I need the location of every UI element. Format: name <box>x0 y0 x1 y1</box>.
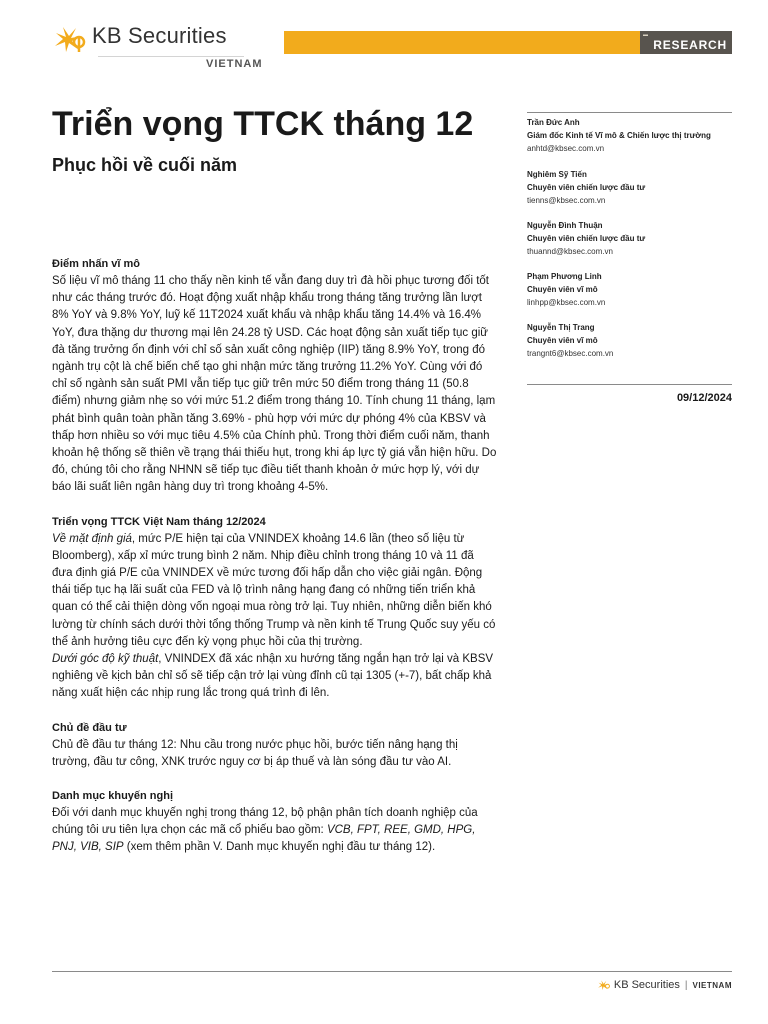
analyst-role: Giám đốc Kinh tế Vĩ mô & Chiến lược thị trường <box>527 131 711 140</box>
analyst-role: Chuyên viên vĩ mô <box>527 336 598 345</box>
section-heading: Chủ đề đầu tư <box>52 721 127 734</box>
portfolio-section <box>52 787 497 857</box>
analyst-email[interactable]: tienns@kbsec.com.vn <box>527 196 606 205</box>
portfolio-paragraph <box>52 805 497 857</box>
analyst-name: Nguyễn Thị Trang <box>527 323 595 332</box>
analyst-email[interactable]: thuannd@kbsec.com.vn <box>527 247 613 256</box>
analyst-entry <box>527 270 732 321</box>
sidebar-bottom-rule <box>527 384 732 385</box>
footer-separator: | <box>684 979 688 991</box>
kb-star-logo-icon <box>597 979 611 991</box>
analyst-name: Trần Đức Anh <box>527 118 580 127</box>
analyst-email[interactable]: trangnt6@kbsec.com.vn <box>527 349 614 358</box>
research-badge-mark: ▬ <box>643 32 649 38</box>
technical-lead: Dưới góc độ kỹ thuật <box>52 653 159 666</box>
analyst-entry <box>527 116 732 168</box>
outlook-section <box>52 513 497 703</box>
technical-text: , VNINDEX đã xác nhận xu hướng tăng ngắn hạn trở lại và KBSV nghiêng về kịch bản chỉ số sẽ tiếp cận trở lại vùng đỉnh cũ tại 1305 (+-7), bất chấp khả năng xuất hiện các nhịp rung lắc trong quá trình đi lên. <box>52 653 494 700</box>
valuation-paragraph <box>52 531 497 651</box>
logo-divider <box>98 56 244 57</box>
kb-star-logo-icon <box>52 24 88 54</box>
research-label: RESEARCH <box>653 38 727 52</box>
technical-paragraph <box>52 651 497 703</box>
report-title: Triển vọng TTCK tháng 12 <box>52 105 474 143</box>
brand-country: VIETNAM <box>206 58 263 70</box>
report-subtitle: Phục hồi về cuối năm <box>52 155 238 175</box>
valuation-text: , mức P/E hiện tại của VNINDEX khoảng 14.6 lần (theo số liệu từ Bloomberg), xấp xỉ mức trung bình 2 năm. Nhịp điều chỉnh trong tháng 10 và 11 đã đưa định giá P/E của VNINDEX về mức tương đối hấp dẫn cho việc giải ngân. Động thái tiếp tục hạ lãi suất của FED và lộ trình nâng hạng đang có những tiến triển khả quan có thể cải thiện dòng vốn ngoại mua ròng trở lại. Tuy nhiên, những diễn biến khó lường từ chính sách dưới thời tổng thống Trump và nền kinh tế Trung Quốc suy yếu có thể ảnh hưởng tiêu cực đến kỳ vọng phục hồi của thị trường. <box>52 532 496 648</box>
report-date: 09/12/2024 <box>676 392 732 404</box>
valuation-lead: Về mặt định giá <box>52 532 132 545</box>
section-heading: Danh mục khuyến nghị <box>52 790 174 803</box>
theme-paragraph: Chủ đề đầu tư tháng 12: Nhu cầu trong nước phục hồi, bước tiến nâng hạng thị trường, đầu tư công, XNK trước nguy cơ bị áp thuế và làn sóng đầu tư vào AI. <box>52 738 458 768</box>
portfolio-text-suffix: (xem thêm phần V. Danh mục khuyến nghị đầu tư tháng 12). <box>123 841 436 854</box>
footer-brand: KB Securities <box>613 979 680 991</box>
footer-country: VIETNAM <box>692 980 732 990</box>
analyst-name: Nguyễn Đình Thuận <box>527 221 603 230</box>
analyst-name: Phạm Phương Linh <box>527 272 602 281</box>
header-accent-bar <box>284 31 640 54</box>
portfolio-text-prefix: Đối với danh mục khuyến nghị trong tháng 12, bộ phận phân tích doanh nghiệp của chúng tôi ưu tiên lựa chọn các mã cổ phiếu bao gồm: <box>52 807 478 837</box>
theme-section <box>52 719 497 771</box>
analyst-entry <box>527 321 732 372</box>
section-heading: Triển vọng TTCK Việt Nam tháng 12/2024 <box>52 515 266 528</box>
macro-section <box>52 255 497 497</box>
macro-paragraph: Số liệu vĩ mô tháng 11 cho thấy nền kinh tế vẫn đang duy trì đà hồi phục tương đối tốt như các tháng trước đó. Hoạt động xuất nhập khẩu trong tháng tăng trưởng lần lượt 8% YoY và 9.8% YoY, luỹ kế 11T2024 xuất khẩu và nhập khẩu tăng 14.4% và 16.4% YoY, đưa thặng dư thương mại lên 24.28 tỷ USD. Các hoạt động sản xuất tiếp tục giữ đà tăng trưởng ổn định với chỉ số sản xuất công nghiệp (IIP) tăng 8.9% YoY, trong đó ngành trụ cột là chế biến chế tạo ghi nhận mức tăng trưởng 11.2% YoY. Cùng với đó chỉ số ngành sản suất PMI vẫn tiếp tục giữ trên mức 50 điểm trong tháng 11 (50.8 điểm) nhưng giảm nhẹ so với mức 51.2 điểm trong tháng 10. Tính chung 11 tháng, lạm phát bình quân toàn phần tăng 3.69% - phù hợp với mức dự phóng 4% của KBSV và thấp hơn nhiều so với mục tiêu 4.5% của Chính phủ. Trong thời điểm cuối năm, thanh khoản hệ thống sẽ thiên về trạng thái thiếu hụt, trong khi áp lực tỷ giá vẫn hiện hữu. Do đó, chúng tôi cho rằng NHNN sẽ tiếp tục điều tiết thanh khoản ở mức hợp lý, với dự báo lãi suất liên ngân hàng duy trì trong khoảng 4-5%. <box>52 275 497 494</box>
footer-rule <box>52 971 732 972</box>
brand-name: KB Securities <box>92 23 227 48</box>
analyst-role: Chuyên viên chiến lược đầu tư <box>527 183 646 192</box>
analyst-sidebar <box>527 112 732 372</box>
analyst-role: Chuyên viên vĩ mô <box>527 285 598 294</box>
analyst-entry <box>527 168 732 219</box>
portfolio-tickers: VCB, FPT, REE, GMD, HPG, PNJ, VIB, SIP <box>52 824 476 854</box>
analyst-email[interactable]: anhtd@kbsec.com.vn <box>527 144 605 153</box>
analyst-list <box>527 113 732 372</box>
analyst-role: Chuyên viên chiến lược đầu tư <box>527 234 646 243</box>
analyst-name: Nghiêm Sỹ Tiến <box>527 170 587 179</box>
analyst-entry <box>527 219 732 270</box>
footer-logo <box>597 979 732 991</box>
research-badge <box>640 31 732 54</box>
report-body <box>52 255 497 873</box>
section-heading: Điểm nhấn vĩ mô <box>52 258 141 270</box>
analyst-email[interactable]: linhpp@kbsec.com.vn <box>527 298 606 307</box>
kb-securities-logo <box>52 22 263 72</box>
